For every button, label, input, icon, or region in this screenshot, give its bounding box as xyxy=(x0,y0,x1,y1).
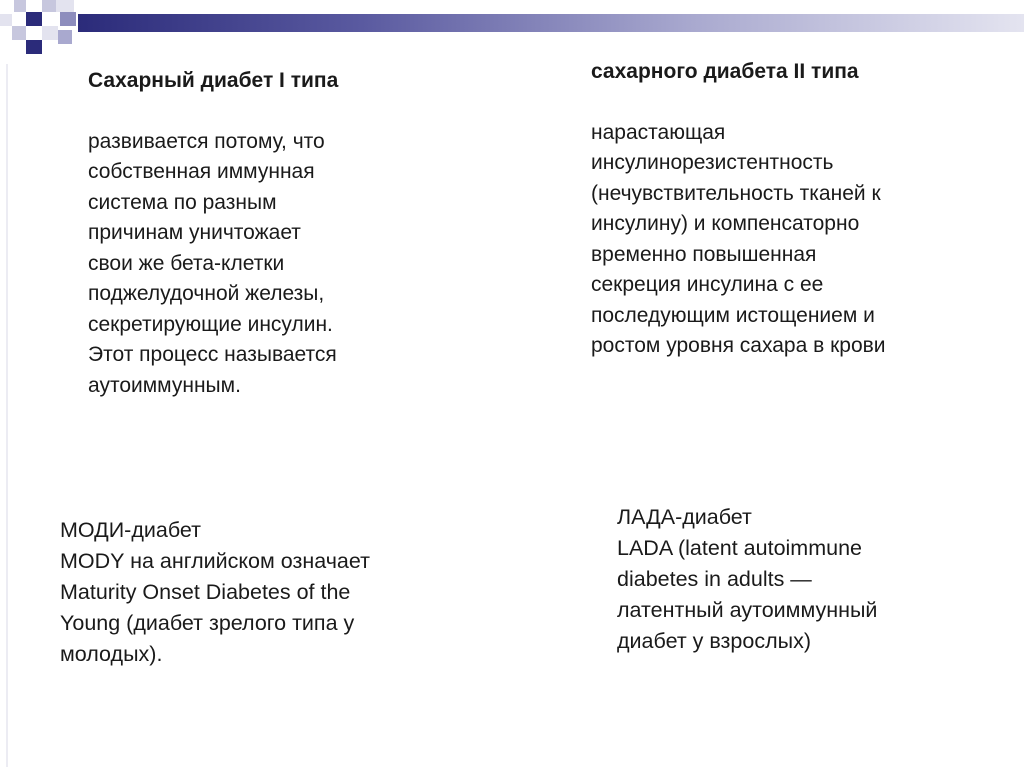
decor-square xyxy=(60,12,76,26)
decor-square xyxy=(42,0,56,12)
type1-diabetes-block xyxy=(88,66,418,401)
decor-square xyxy=(14,0,26,12)
type2-diabetes-block xyxy=(591,57,991,362)
mody-diabetes-block xyxy=(60,515,480,670)
decor-square xyxy=(58,30,72,44)
left-decor-line xyxy=(6,64,8,767)
lada-description: ЛАДА-диабет LADA (latent autoimmune diabetes in adults — латентный аутоиммунный диабет у взрослых) xyxy=(617,505,878,653)
decor-square xyxy=(26,12,42,26)
header-decor-bar xyxy=(78,14,1024,32)
decor-square xyxy=(12,26,26,40)
type2-title: сахарного диабета II типа xyxy=(591,60,859,83)
type1-description: развивается потому, что собственная иммунная система по разным причинам уничтожает свои же бета-клетки поджелудочной железы, секретирующие инсулин. Этот процесс называется аутоиммунным. xyxy=(88,129,337,397)
type1-title: Сахарный диабет I типа xyxy=(88,69,339,92)
type2-description: нарастающая инсулинорезистентность (нечувствительность тканей к инсулину) и компенсаторно временно повышенная секреция инсулина с ее последующим истощением и ростом уровня сахара в крови xyxy=(591,120,886,357)
mody-description: МОДИ-диабет MODY на английском означает Maturity Onset Diabetes of the Young (диабет зрелого типа у молодых). xyxy=(60,518,370,666)
decor-square xyxy=(56,0,74,12)
decor-square xyxy=(42,26,58,40)
lada-diabetes-block xyxy=(617,502,977,657)
decor-square xyxy=(0,14,12,26)
decor-square xyxy=(26,40,42,54)
